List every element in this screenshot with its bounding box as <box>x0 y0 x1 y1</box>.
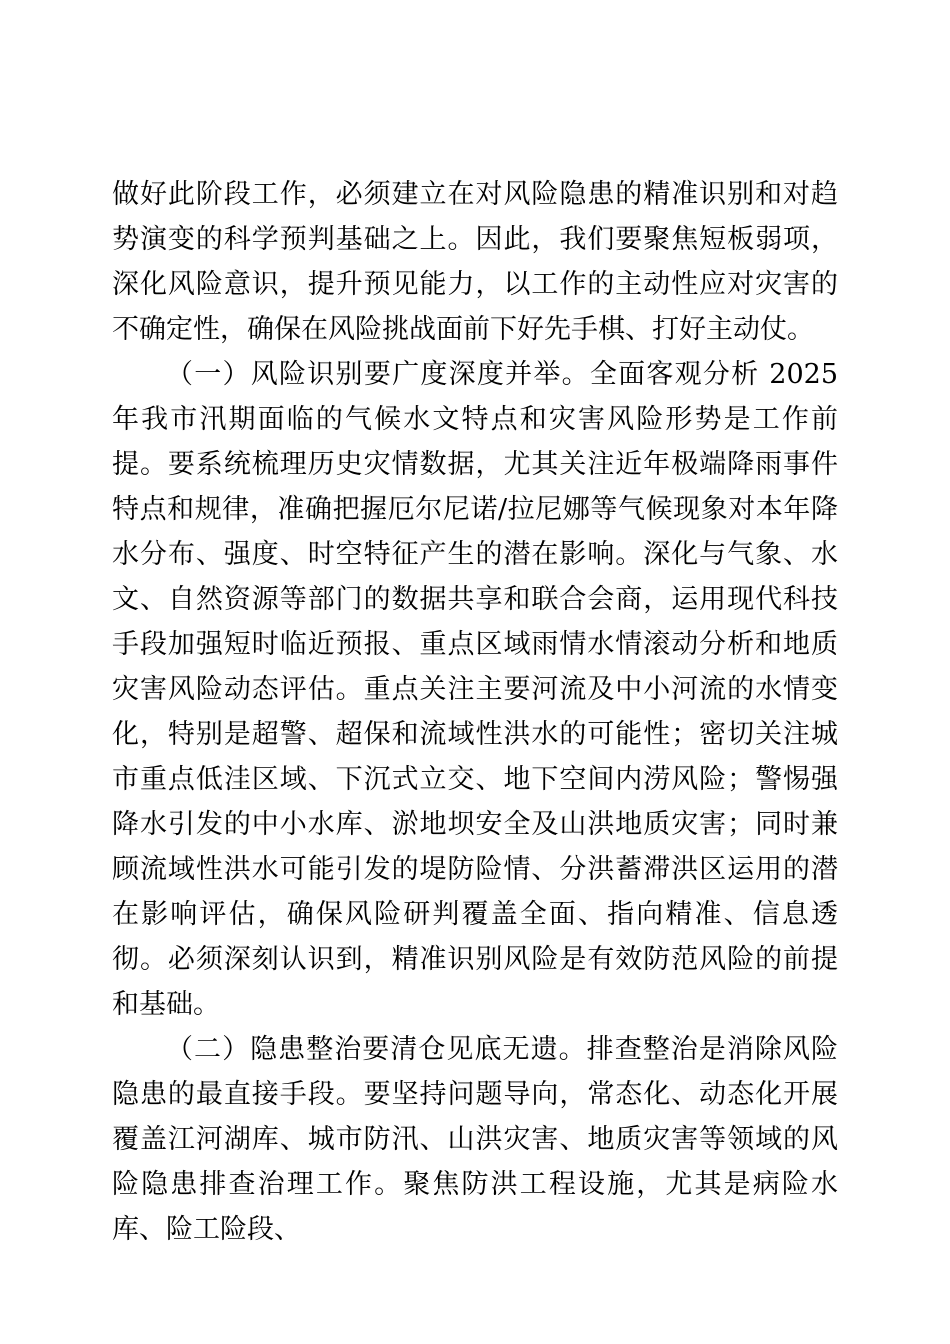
paragraph-text: 排查整治是消除风险隐患的最直接手段。要坚持问题导向，常态化、动态化开展覆盖江河湖库、城市防汛、山洪灾害、地质灾害等领域的风险隐患排查治理工作。聚焦防洪工程设施，尤其是病险水库、险工险段、 <box>112 1034 839 1245</box>
paragraph <box>112 1027 838 1252</box>
paragraph <box>112 172 838 352</box>
section-heading: （一）风险识别要广度深度并举。 <box>166 359 590 390</box>
paragraph-text: 做好此阶段工作，必须建立在对风险隐患的精准识别和对趋势演变的科学预判基础之上。因此，我们要聚焦短板弱项，深化风险意识，提升预见能力，以工作的主动性应对灾害的不确定性，确保在风险挑战面前下好先手棋、打好主动仗。 <box>112 179 838 345</box>
paragraph <box>112 352 838 1027</box>
paragraph-text: 全面客观分析 2025 年我市汛期面临的气候水文特点和灾害风险形势是工作前提。要系统梳理历史灾情数据，尤其关注近年极端降雨事件特点和规律，准确把握厄尔尼诺/拉尼娜等气候现象对本年降水分布、强度、时空特征产生的潜在影响。深化与气象、水文、自然资源等部门的数据共享和联合会商，运用现代科技手段加强短时临近预报、重点区域雨情水情滚动分析和地质灾害风险动态评估。重点关注主要河流及中小河流的水情变化，特别是超警、超保和流域性洪水的可能性；密切关注城市重点低洼区域、下沉式立交、地下空间内涝风险；警惕强降水引发的中小水库、淤地坝安全及山洪地质灾害；同时兼顾流域性洪水可能引发的堤防险情、分洪蓄滞洪区运用的潜在影响评估，确保风险研判覆盖全面、指向精准、信息透彻。必须深刻认识到，精准识别风险是有效防范风险的前提和基础。 <box>112 359 839 1020</box>
section-heading: （二）隐患整治要清仓见底无遗。 <box>166 1034 587 1065</box>
document-body <box>112 172 838 1252</box>
